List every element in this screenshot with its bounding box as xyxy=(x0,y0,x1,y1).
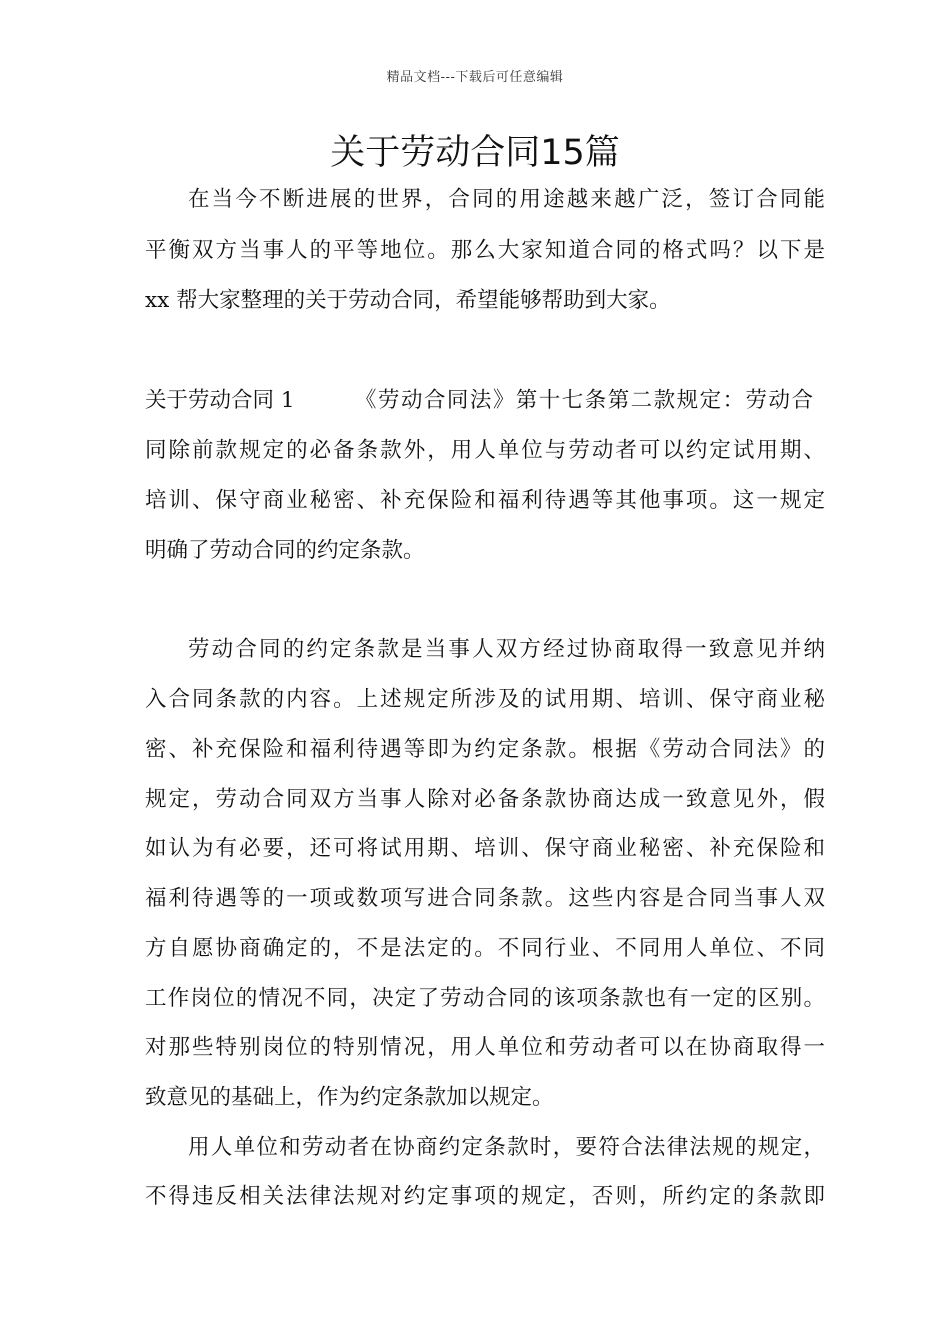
section-1-first-line xyxy=(145,386,825,416)
paragraph-2-line: 方自愿协商确定的，不是法定的。不同行业、不同用人单位、不同 xyxy=(145,936,825,961)
paragraph-2-line: 如认为有必要，还可将试用期、培训、保守商业秘密、补充保险和 xyxy=(145,836,825,861)
intro-line: 平衡双方当事人的平等地位。那么大家知道合同的格式吗？以下是 xyxy=(145,238,825,263)
intro-line: 在当今不断进展的世界，合同的用途越来越广泛，签订合同能 xyxy=(188,187,825,212)
paragraph-2-line: 致意见的基础上，作为约定条款加以规定。 xyxy=(145,1085,554,1110)
document-title: 关于劳动合同15篇 xyxy=(330,133,620,173)
section-1-label: 关于劳动合同 1 xyxy=(145,388,295,413)
paragraph-2-line: 规定，劳动合同双方当事人除对必备条款协商达成一致意见外，假 xyxy=(145,787,825,812)
intro-line: xx 帮大家整理的关于劳动合同，希望能够帮助到大家。 xyxy=(145,288,671,313)
paragraph-2-line: 密、补充保险和福利待遇等即为约定条款。根据《劳动合同法》的 xyxy=(145,737,825,762)
paragraph-2-line: 工作岗位的情况不同，决定了劳动合同的该项条款也有一定的区别。 xyxy=(145,986,825,1011)
paragraph-2-line: 入合同条款的内容。上述规定所涉及的试用期、培训、保守商业秘 xyxy=(145,687,825,712)
paragraph-2-line: 福利待遇等的一项或数项写进合同条款。这些内容是合同当事人双 xyxy=(145,886,825,911)
paragraph-2-line: 劳动合同的约定条款是当事人双方经过协商取得一致意见并纳 xyxy=(188,637,825,662)
section-1-line: 明确了劳动合同的约定条款。 xyxy=(145,538,425,563)
paragraph-3-line: 不得违反相关法律法规对约定事项的规定，否则，所约定的条款即 xyxy=(145,1184,825,1209)
section-1-line: 同除前款规定的必备条款外，用人单位与劳动者可以约定试用期、 xyxy=(145,438,825,463)
paragraph-3-line: 用人单位和劳动者在协商约定条款时，要符合法律法规的规定， xyxy=(188,1135,825,1160)
section-1-line: 培训、保守商业秘密、补充保险和福利待遇等其他事项。这一规定 xyxy=(145,488,825,513)
section-1-first-line-text: 《劳动合同法》第十七条第二款规定：劳动合 xyxy=(355,388,813,413)
header-note: 精品文档---下载后可任意编辑 xyxy=(386,70,564,85)
paragraph-2-line: 对那些特别岗位的特别情况，用人单位和劳动者可以在协商取得一 xyxy=(145,1035,825,1060)
